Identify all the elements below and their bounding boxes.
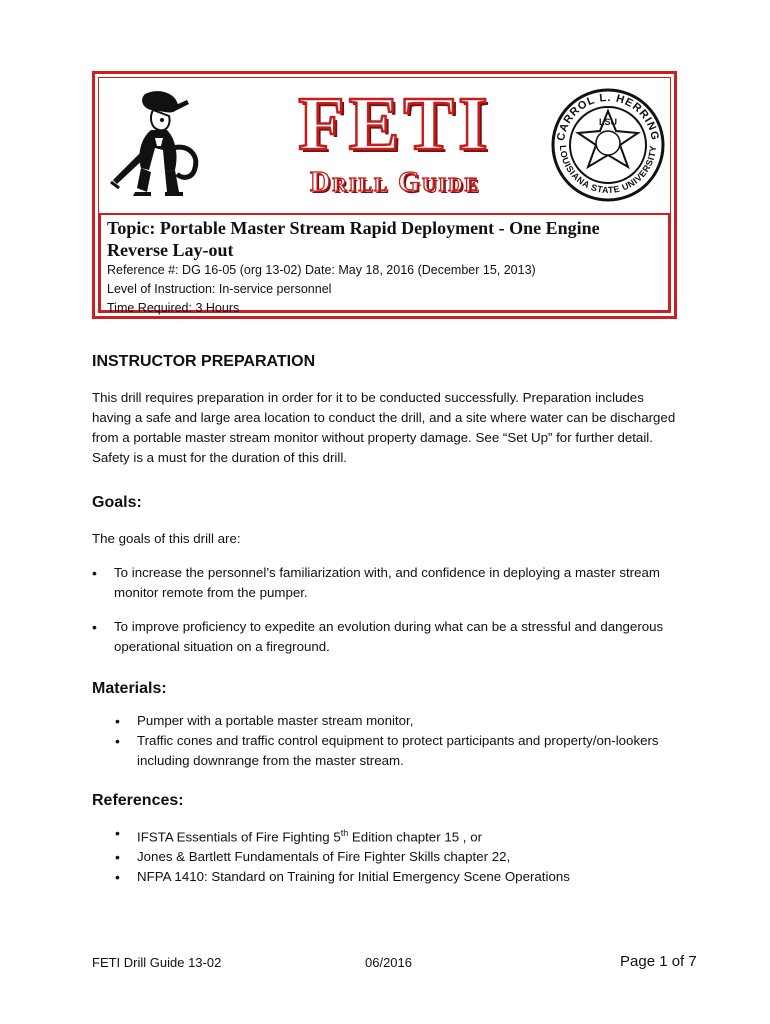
document-body [92, 352, 682, 887]
list-item: • Pumper with a portable master stream monitor, [137, 711, 682, 731]
list-item: • NFPA 1410: Standard on Training for Initial Emergency Scene Operations [137, 867, 682, 887]
materials-list [137, 711, 682, 771]
header-box [92, 71, 677, 319]
references-heading: References: [92, 792, 184, 809]
feti-title: FETI [298, 82, 492, 166]
reference-line: Reference #: DG 16-05 (org 13-02) Date: May 18, 2016 (December 15, 2013) [107, 263, 536, 277]
seal-center-text: LSU [599, 117, 617, 127]
drill-guide-subtitle: Drill Guide [310, 167, 480, 198]
goals-intro: The goals of this drill are: [92, 531, 241, 546]
list-item: • To increase the personnel’s familiarization with, and confidence in deploying a master stream monitor remote from the pumper. [114, 563, 682, 603]
level-line: Level of Instruction: In-service personnel [107, 282, 332, 296]
seal-bottom-text: LOUISIANA STATE UNIVERSITY [557, 144, 659, 196]
footer-left: FETI Drill Guide 13-02 [92, 955, 222, 970]
list-item: • Traffic cones and traffic control equipment to protect participants and property/on-lookers including downrange from the master stream. [137, 731, 682, 771]
list-item: • IFSTA Essentials of Fire Fighting 5th Edition chapter 15 , or [137, 823, 682, 847]
list-item: • To improve proficiency to expedite an evolution during what can be a stressful and dangerous operational situation on a fireground. [114, 617, 682, 657]
references-list [137, 823, 682, 887]
instructor-heading: INSTRUCTOR PREPARATION [92, 353, 316, 370]
goals-heading: Goals: [92, 494, 142, 511]
materials-heading: Materials: [92, 680, 167, 697]
topic-title: Topic: Portable Master Stream Rapid Deployment - One Engine Reverse Lay-out [107, 218, 600, 260]
list-item: • Jones & Bartlett Fundamentals of Fire Fighter Skills chapter 22, [137, 847, 682, 867]
firefighter-mascot-icon [107, 88, 217, 200]
footer-date: 06/2016 [365, 955, 412, 970]
topic-box [99, 213, 670, 315]
goals-list [114, 563, 682, 657]
seal-top-text: CARROL L. HERRING [555, 91, 661, 142]
page-number: Page 1 of 7 [620, 953, 697, 970]
time-line: Time Required: 3 Hours [107, 301, 240, 315]
instructor-text: This drill requires preparation in order for it to be conducted successfully. Preparation includes having a safe and large area location to conduct the drill, and a site where water can be discharged from a portable master stream monitor without property damage. See “Set Up” for further detail. Safety is a must for the duration of this drill. [92, 390, 676, 465]
lsu-feti-seal-icon [550, 85, 665, 203]
